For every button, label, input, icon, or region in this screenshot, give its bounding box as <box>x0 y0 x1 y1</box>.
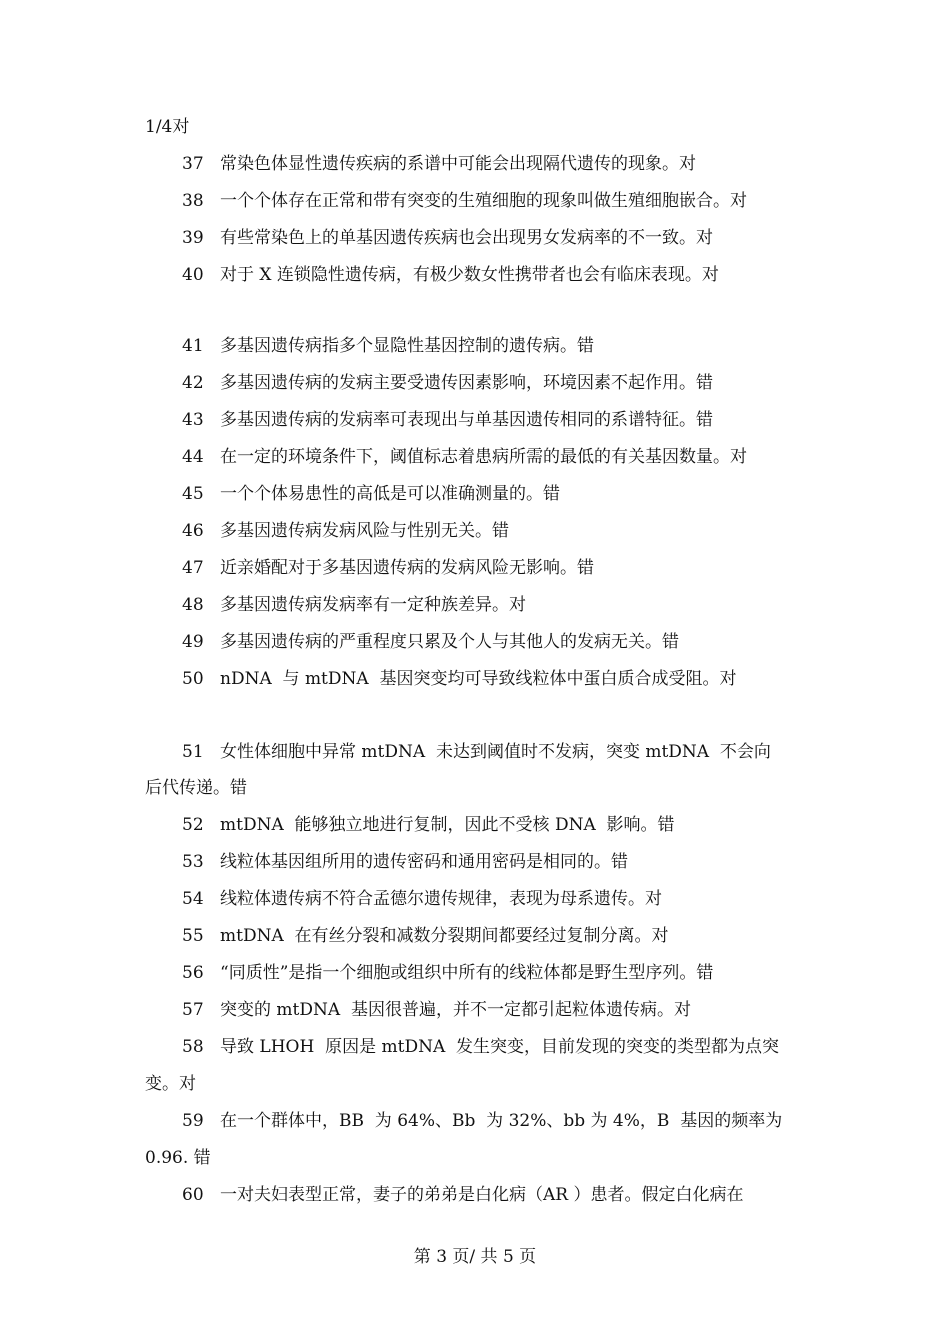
item-number: 38 <box>182 191 204 211</box>
item-continuation: 后代传递。错 <box>145 778 247 798</box>
item-number: 40 <box>182 265 204 285</box>
item-text: 多基因遗传病发病风险与性别无关。错 <box>220 521 509 541</box>
item-number: 41 <box>182 336 204 356</box>
item-text: 有些常染色上的单基因遗传疾病也会出现男女发病率的不一致。对 <box>220 228 713 248</box>
item-text: 一个个体易患性的高低是可以准确测量的。错 <box>220 484 560 504</box>
item-number: 60 <box>182 1185 204 1205</box>
item-text: 近亲婚配对于多基因遗传病的发病风险无影响。错 <box>220 558 594 578</box>
list-item <box>182 925 669 947</box>
list-item <box>182 851 628 873</box>
item-text: 线粒体遗传病不符合孟德尔遗传规律，表现为母系遗传。对 <box>220 889 662 909</box>
list-item <box>182 741 771 763</box>
list-item <box>182 962 713 984</box>
item-number: 43 <box>182 410 204 430</box>
list-item <box>182 594 526 616</box>
page-footer: 第 3 页/ 共 5 页 <box>413 1247 537 1267</box>
item-number: 55 <box>182 926 204 946</box>
item-text: “同质性”是指一个细胞或组织中所有的线粒体都是野生型序列。错 <box>220 963 714 983</box>
item-text: nDNA 与 mtDNA 基因突变均可导致线粒体中蛋白质合成受阻。对 <box>220 669 737 689</box>
item-number: 49 <box>182 632 204 652</box>
item-text: 多基因遗传病的发病主要受遗传因素影响，环境因素不起作用。错 <box>220 373 713 393</box>
list-item <box>182 1110 782 1132</box>
list-item <box>182 1184 743 1206</box>
item-number: 56 <box>182 963 204 983</box>
list-item <box>182 372 713 394</box>
list-item <box>182 1036 779 1058</box>
list-item <box>182 153 696 175</box>
list-item <box>182 446 747 468</box>
item-number: 45 <box>182 484 204 504</box>
item-text: mtDNA 能够独立地进行复制，因此不受核 DNA 影响。错 <box>220 815 675 835</box>
item-text: 常染色体显性遗传疾病的系谱中可能会出现隔代遗传的现象。对 <box>220 154 696 174</box>
list-item <box>182 668 736 690</box>
item-text: 导致 LHOH 原因是 mtDNA 发生突变，目前发现的突变的类型都为点突 <box>220 1037 780 1057</box>
list-item <box>182 814 675 836</box>
item-text: 线粒体基因组所用的遗传密码和通用密码是相同的。错 <box>220 852 628 872</box>
list-item <box>182 888 662 910</box>
item-number: 44 <box>182 447 204 467</box>
list-item <box>182 264 719 286</box>
item-text: 对于 X 连锁隐性遗传病，有极少数女性携带者也会有临床表现。对 <box>220 265 719 285</box>
list-item <box>182 335 594 357</box>
item-text: 一个个体存在正常和带有突变的生殖细胞的现象叫做生殖细胞嵌合。对 <box>220 191 747 211</box>
item-number: 53 <box>182 852 204 872</box>
list-item <box>182 557 594 579</box>
item-number: 48 <box>182 595 204 615</box>
list-item <box>182 227 713 249</box>
item-text: 多基因遗传病发病率有一定种族差异。对 <box>220 595 526 615</box>
item-text: 一对夫妇表型正常，妻子的弟弟是白化病（AR ）患者。假定白化病在 <box>220 1185 744 1205</box>
item-number: 37 <box>182 154 204 174</box>
item-number: 39 <box>182 228 204 248</box>
item-number: 59 <box>182 1111 204 1131</box>
item-text: 多基因遗传病指多个显隐性基因控制的遗传病。错 <box>220 336 594 356</box>
item-number: 51 <box>182 742 204 762</box>
item-number: 58 <box>182 1037 204 1057</box>
item-number: 57 <box>182 1000 204 1020</box>
list-item <box>182 409 713 431</box>
list-item <box>182 190 747 212</box>
list-item <box>182 999 691 1021</box>
item-continuation: 变。对 <box>145 1074 196 1094</box>
item-number: 42 <box>182 373 204 393</box>
item-number: 52 <box>182 815 204 835</box>
item-text: mtDNA 在有丝分裂和减数分裂期间都要经过复制分离。对 <box>220 926 669 946</box>
lead-text: 1/4对 <box>145 117 190 137</box>
item-continuation: 0.96. 错 <box>145 1148 211 1168</box>
list-item <box>182 631 679 653</box>
item-text: 女性体细胞中异常 mtDNA 未达到阈值时不发病，突变 mtDNA 不会向 <box>220 742 771 762</box>
item-text: 突变的 mtDNA 基因很普遍，并不一定都引起粒体遗传病。对 <box>220 1000 691 1020</box>
item-number: 47 <box>182 558 204 578</box>
list-item <box>182 483 560 505</box>
item-text: 多基因遗传病的发病率可表现出与单基因遗传相同的系谱特征。错 <box>220 410 713 430</box>
item-number: 50 <box>182 669 204 689</box>
item-number: 46 <box>182 521 204 541</box>
item-text: 在一个群体中，BB 为 64%、Bb 为 32%、bb 为 4%，B 基因的频率为 <box>220 1111 783 1131</box>
item-number: 54 <box>182 889 204 909</box>
item-text: 在一定的环境条件下，阈值标志着患病所需的最低的有关基因数量。对 <box>220 447 747 467</box>
list-item <box>182 520 509 542</box>
item-text: 多基因遗传病的严重程度只累及个人与其他人的发病无关。错 <box>220 632 679 652</box>
